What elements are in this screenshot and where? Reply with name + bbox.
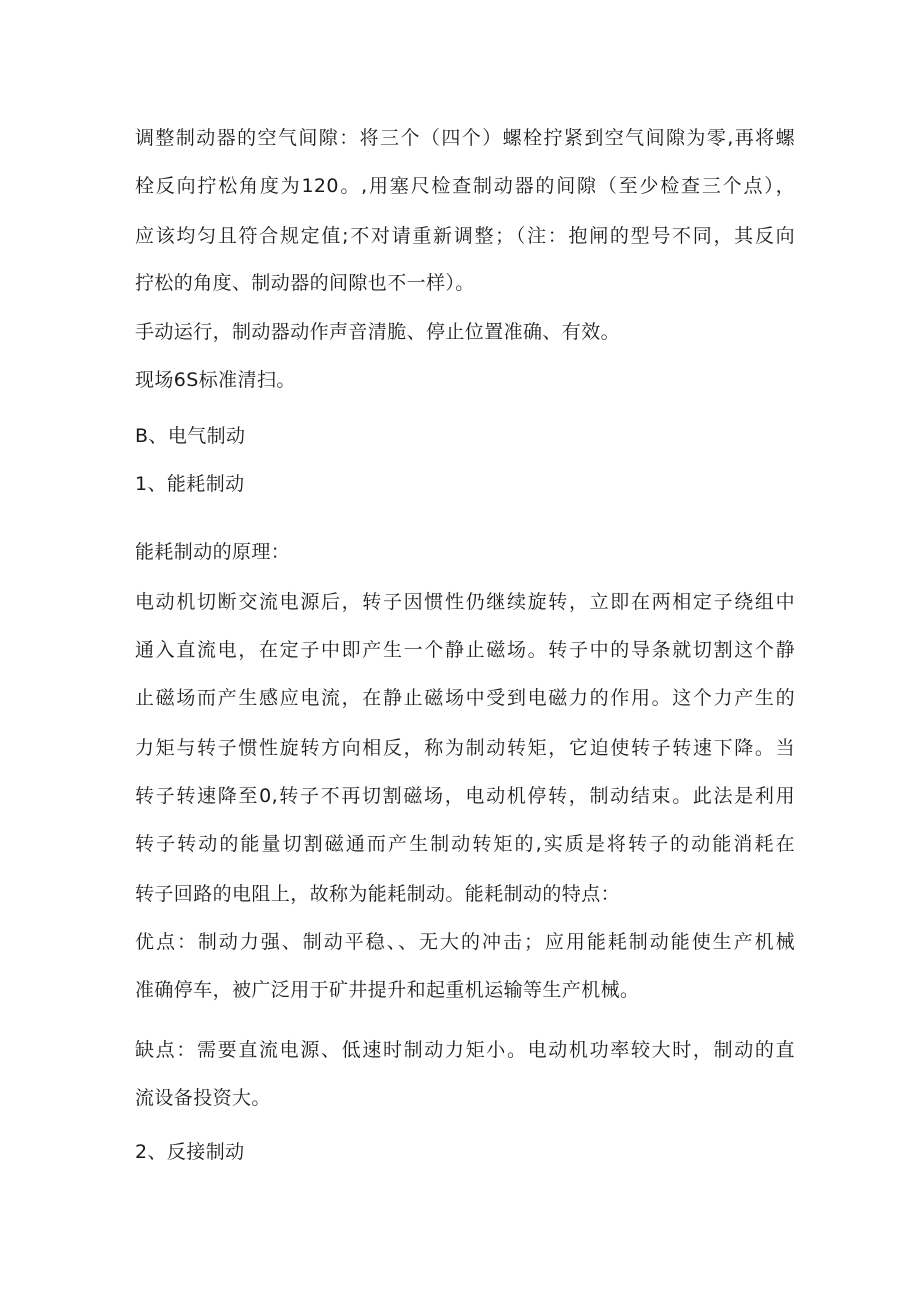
paragraph-line: 优点：制动力强、制动平稳、、无大的冲击；应用能耗制动能使生产机械 [135, 931, 795, 953]
paragraph-line: 力矩与转子惯性旋转方向相反，称为制动转矩，它迫使转子转速下降。当 [135, 737, 795, 759]
paragraph-line: 流设备投资大。 [135, 1087, 271, 1109]
paragraph-line: 电动机切断交流电源后，转子因惯性仍继续旋转，立即在两相定子绕组中 [135, 591, 795, 613]
paragraph-line: 缺点：需要直流电源、低速时制动力矩小。电动机功率较大时，制动的直 [135, 1039, 795, 1061]
paragraph-line: 止磁场而产生感应电流，在静止磁场中受到电磁力的作用。这个力产生的 [135, 687, 795, 709]
paragraph-line: 转子回路的电阻上，故称为能耗制动。能耗制动的特点： [135, 883, 621, 905]
paragraph-line: 转子转速降至0,转子不再切割磁场，电动机停转，制动结束。此法是利用 [135, 785, 795, 807]
paragraph-line: 应该均匀且符合规定值;不对请重新调整；（注：抱闸的型号不同，其反向 [135, 225, 795, 247]
paragraph-line: 手动运行，制动器动作声音清脆、停止位置准确、有效。 [135, 321, 621, 343]
paragraph-line: 栓反向拧松角度为120。,用塞尺检查制动器的间隙（至少检查三个点）， [135, 175, 795, 197]
subsection-heading: 2、反接制动 [135, 1141, 245, 1163]
paragraph-line: 调整制动器的空气间隙：将三个（四个）螺栓拧紧到空气间隙为零,再将螺 [135, 127, 795, 149]
section-heading: B、电气制动 [135, 425, 246, 447]
paragraph-line: 现场6S标准清扫。 [135, 369, 296, 391]
paragraph-line: 准确停车，被广泛用于矿井提升和起重机运输等生产机械。 [135, 979, 640, 1001]
paragraph-line: 转子转动的能量切割磁通而产生制动转矩的,实质是将转子的动能消耗在 [135, 833, 795, 855]
subsection-heading: 1、能耗制动 [135, 473, 245, 495]
paragraph-line: 拧松的角度、制动器的间隙也不一样）。 [135, 272, 475, 294]
paragraph-line: 通入直流电，在定子中即产生一个静止磁场。转子中的导条就切割这个静 [135, 639, 795, 661]
paragraph-line: 能耗制动的原理： [135, 541, 291, 563]
